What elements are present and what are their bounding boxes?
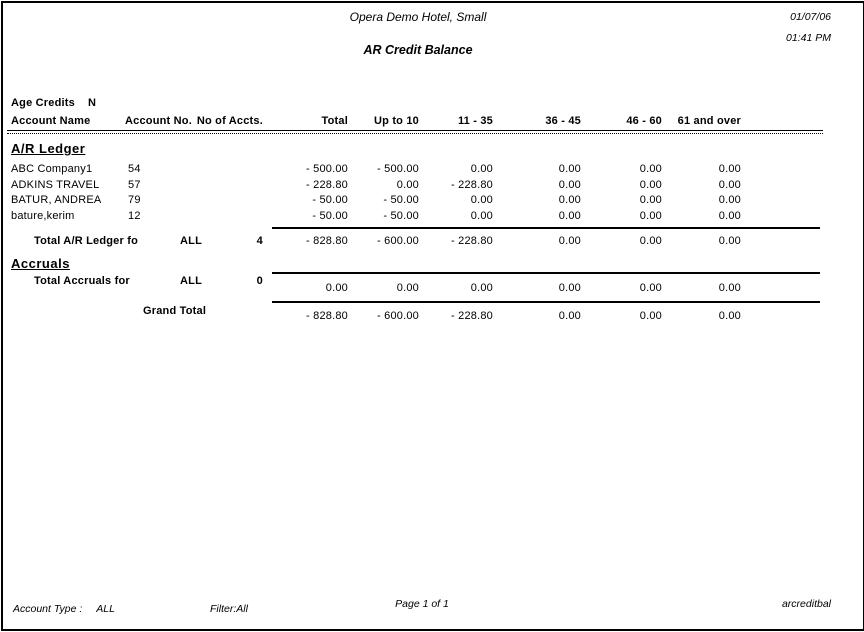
cell-11-35: 0.00 xyxy=(470,163,493,175)
cell-36-45: 0.00 xyxy=(558,163,581,175)
cell-total: - 500.00 xyxy=(306,163,348,175)
cell-account-name: BATUR, ANDREA xyxy=(11,194,102,206)
footer-filter: Filter:All xyxy=(210,603,248,615)
cell-account-no: 79 xyxy=(128,194,141,206)
cell-36-45: 0.00 xyxy=(558,210,581,222)
footer-report-id: arcreditbal xyxy=(781,598,831,610)
cell-total: - 828.80 xyxy=(306,235,348,247)
cell-total: - 50.00 xyxy=(312,194,348,206)
cell-up-to-10: - 600.00 xyxy=(377,235,419,247)
account-type-value: ALL xyxy=(96,603,115,615)
cell-11-35: - 228.80 xyxy=(451,179,493,191)
cell-account-no: 12 xyxy=(128,210,141,222)
cell-46-60: 0.00 xyxy=(639,235,662,247)
cell-up-to-10: - 500.00 xyxy=(377,163,419,175)
cell-account-name: ABC Company1 xyxy=(11,163,93,175)
cell-46-60: 0.00 xyxy=(639,282,662,294)
cell-36-45: 0.00 xyxy=(558,179,581,191)
cell-61-and-over: 0.00 xyxy=(718,179,741,191)
section-title-ar-ledger: A/R Ledger xyxy=(11,141,86,156)
column-header-up-to-10: Up to 10 xyxy=(374,115,419,127)
cell-36-45: 0.00 xyxy=(558,282,581,294)
ar-ledger-total-row xyxy=(3,235,863,249)
report-time: 01:41 PM xyxy=(786,32,831,44)
column-header-account-no: Account No. xyxy=(125,115,192,127)
cell-11-35: - 228.80 xyxy=(451,235,493,247)
cell-46-60: 0.00 xyxy=(639,310,662,322)
accruals-total-label: Total Accruals for xyxy=(34,275,130,287)
table-row xyxy=(3,210,863,224)
cell-account-no: 54 xyxy=(128,163,141,175)
ar-ledger-total-label: Total A/R Ledger fo xyxy=(34,235,139,247)
cell-total: - 50.00 xyxy=(312,210,348,222)
cell-up-to-10: - 600.00 xyxy=(377,310,419,322)
cell-up-to-10: 0.00 xyxy=(396,282,419,294)
cell-46-60: 0.00 xyxy=(639,163,662,175)
cell-46-60: 0.00 xyxy=(639,194,662,206)
cell-11-35: - 228.80 xyxy=(451,310,493,322)
cell-total: - 828.80 xyxy=(306,310,348,322)
column-header-total: Total xyxy=(321,115,348,127)
ar-ledger-total-count: 4 xyxy=(256,235,263,247)
cell-11-35: 0.00 xyxy=(470,282,493,294)
grand-total-label: Grand Total xyxy=(143,305,207,317)
cell-61-and-over: 0.00 xyxy=(718,163,741,175)
ar-ledger-total-rule xyxy=(272,227,820,229)
age-credits xyxy=(11,97,96,109)
cell-46-60: 0.00 xyxy=(639,210,662,222)
cell-up-to-10: - 50.00 xyxy=(383,194,419,206)
column-header-11-35: 11 - 35 xyxy=(457,115,493,127)
age-credits-value: N xyxy=(87,97,97,109)
cell-up-to-10: - 50.00 xyxy=(383,210,419,222)
hotel-name: Opera Demo Hotel, Small xyxy=(349,10,487,24)
table-row xyxy=(3,179,863,193)
cell-61-and-over: 0.00 xyxy=(718,210,741,222)
cell-account-no: 57 xyxy=(128,179,141,191)
grand-total-rule xyxy=(272,301,820,303)
cell-11-35: 0.00 xyxy=(470,194,493,206)
section-title-accruals: Accruals xyxy=(11,256,70,271)
accruals-total-count: 0 xyxy=(256,275,263,287)
cell-61-and-over: 0.00 xyxy=(718,194,741,206)
header-rule xyxy=(7,130,823,134)
column-header-36-45: 36 - 45 xyxy=(545,115,581,127)
report-page xyxy=(1,1,864,631)
cell-total: 0.00 xyxy=(325,282,348,294)
cell-46-60: 0.00 xyxy=(639,179,662,191)
account-type-label: Account Type : xyxy=(13,603,83,615)
accruals-total-rule xyxy=(272,272,820,274)
grand-total-row xyxy=(3,305,863,322)
cell-account-name: bature,kerim xyxy=(11,210,75,222)
column-header-account-name: Account Name xyxy=(11,115,91,127)
cell-61-and-over: 0.00 xyxy=(718,310,741,322)
accruals-total-row xyxy=(3,275,863,294)
report-title: AR Credit Balance xyxy=(363,43,473,57)
cell-11-35: 0.00 xyxy=(470,210,493,222)
cell-36-45: 0.00 xyxy=(558,235,581,247)
cell-up-to-10: 0.00 xyxy=(396,179,419,191)
column-header-46-60: 46 - 60 xyxy=(626,115,662,127)
column-header-no-of-accts: No of Accts. xyxy=(196,115,263,127)
table-row xyxy=(3,194,863,208)
table-header-row xyxy=(3,115,863,129)
cell-36-45: 0.00 xyxy=(558,310,581,322)
table-row xyxy=(3,163,863,177)
footer-page-number: Page 1 of 1 xyxy=(395,598,449,610)
column-header-61-and-over: 61 and over xyxy=(677,115,741,127)
cell-36-45: 0.00 xyxy=(558,194,581,206)
cell-total: - 228.80 xyxy=(306,179,348,191)
cell-61-and-over: 0.00 xyxy=(718,282,741,294)
ar-ledger-total-scope: ALL xyxy=(180,235,202,247)
accruals-total-scope: ALL xyxy=(180,275,202,287)
cell-account-name: ADKINS TRAVEL xyxy=(11,179,100,191)
cell-61-and-over: 0.00 xyxy=(718,235,741,247)
age-credits-label: Age Credits xyxy=(11,97,75,109)
report-date: 01/07/06 xyxy=(790,11,831,23)
